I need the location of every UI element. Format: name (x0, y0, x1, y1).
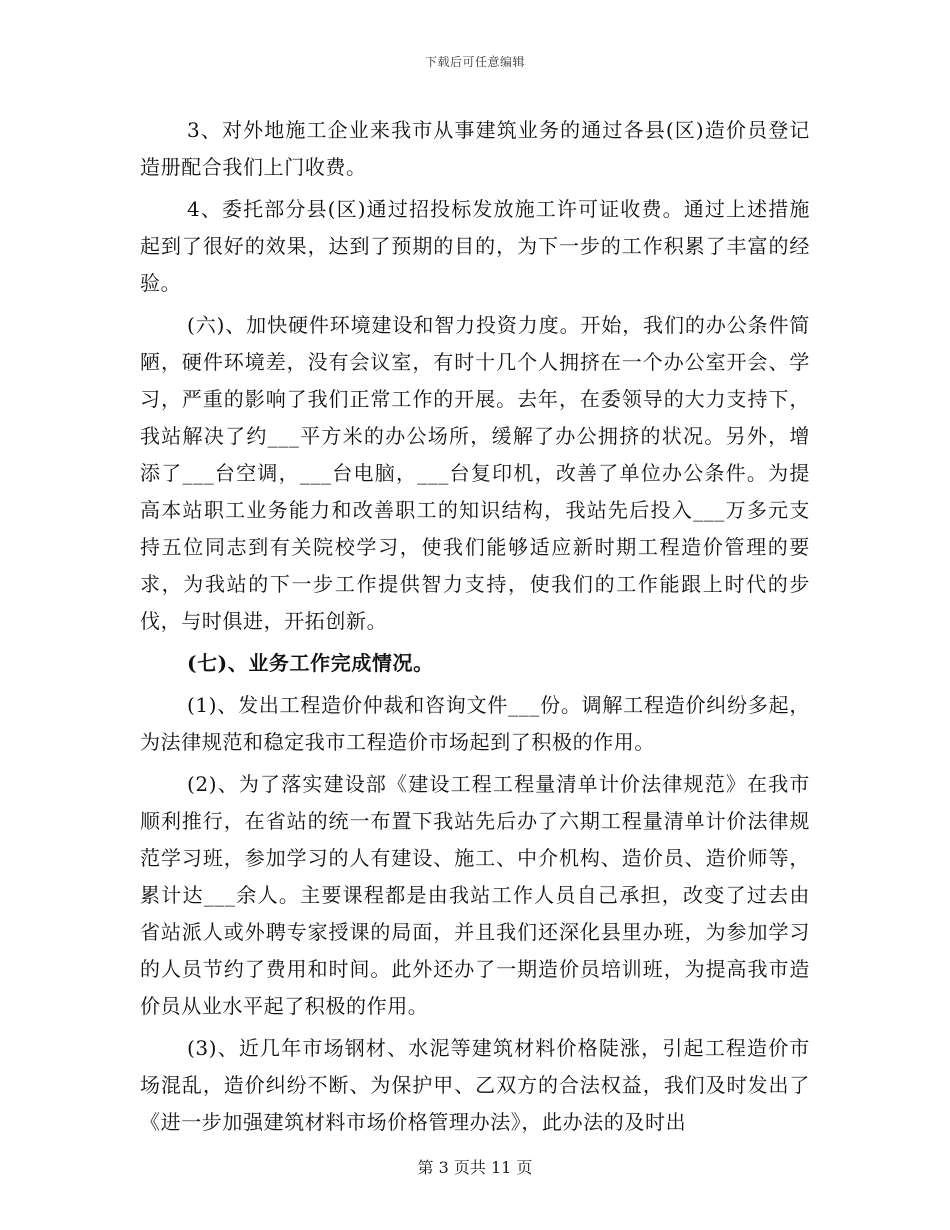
paragraph-section-6: (六)、加快硬件环境建设和智力投资力度。开始，我们的办公条件简陋，硬件环境差，没有会议室，有时十几个人拥挤在一个办公室开会、学习，严重的影响了我们正常工作的开展。去年，在委领导的大力支持下，我站解决了约___平方米的办公场所，缓解了办公拥挤的状况。另外，增添了___台空调，___台电脑，___台复印机，改善了单位办公条件。为提高本站职工业务能力和改善职工的知识结构，我站先后投入___万多元支持五位同志到有关院校学习，使我们能够适应新时期工程造价管理的要求，为我站的下一步工作提供智力支持，使我们的工作能跟上时代的步伐，与时俱进，开拓创新。 (140, 313, 810, 633)
document-body (140, 112, 810, 1146)
page-header: 下载后可任意编辑 (424, 55, 525, 69)
paragraph-item-7-3: (3)、近几年市场钢材、水泥等建筑材料价格陡涨，引起工程造价市场混乱，造价纠纷不断、为保护甲、乙双方的合法权益，我们及时发出了《进一步加强建筑材料市场价格管理办法》，此办法的及时出 (140, 1036, 810, 1134)
paragraph-item-7-1: (1)、发出工程造价仲裁和咨询文件___份。调解工程造价纠纷多起，为法律规范和稳定我市工程造价市场起到了积极的作用。 (140, 693, 810, 754)
section-heading-7: (七)、业务工作完成情况。 (187, 651, 434, 675)
page-footer: 第 3 页共 11 页 (417, 1158, 533, 1177)
paragraph-item-7-2: (2)、为了落实建设部《建设工程工程量清单计价法律规范》在我市顺利推行，在省站的统一布置下我站先后办了六期工程量清单计价法律规范学习班，参加学习的人有建设、施工、中介机构、造价员、造价师等，累计达___余人。主要课程都是由我站工作人员自己承担，改变了过去由省站派人或外聘专家授课的局面，并且我们还深化县里办班，为参加学习的人员节约了费用和时间。此外还办了一期造价员培训班，为提高我市造价员从业水平起了积极的作用。 (140, 772, 810, 1018)
paragraph-item-3: 3、对外地施工企业来我市从事建筑业务的通过各县(区)造价员登记造册配合我们上门收费。 (140, 118, 810, 179)
paragraph-item-4: 4、委托部分县(区)通过招投标发放施工许可证收费。通过上述措施起到了很好的效果，达到了预期的目的，为下一步的工作积累了丰富的经验。 (140, 197, 810, 295)
